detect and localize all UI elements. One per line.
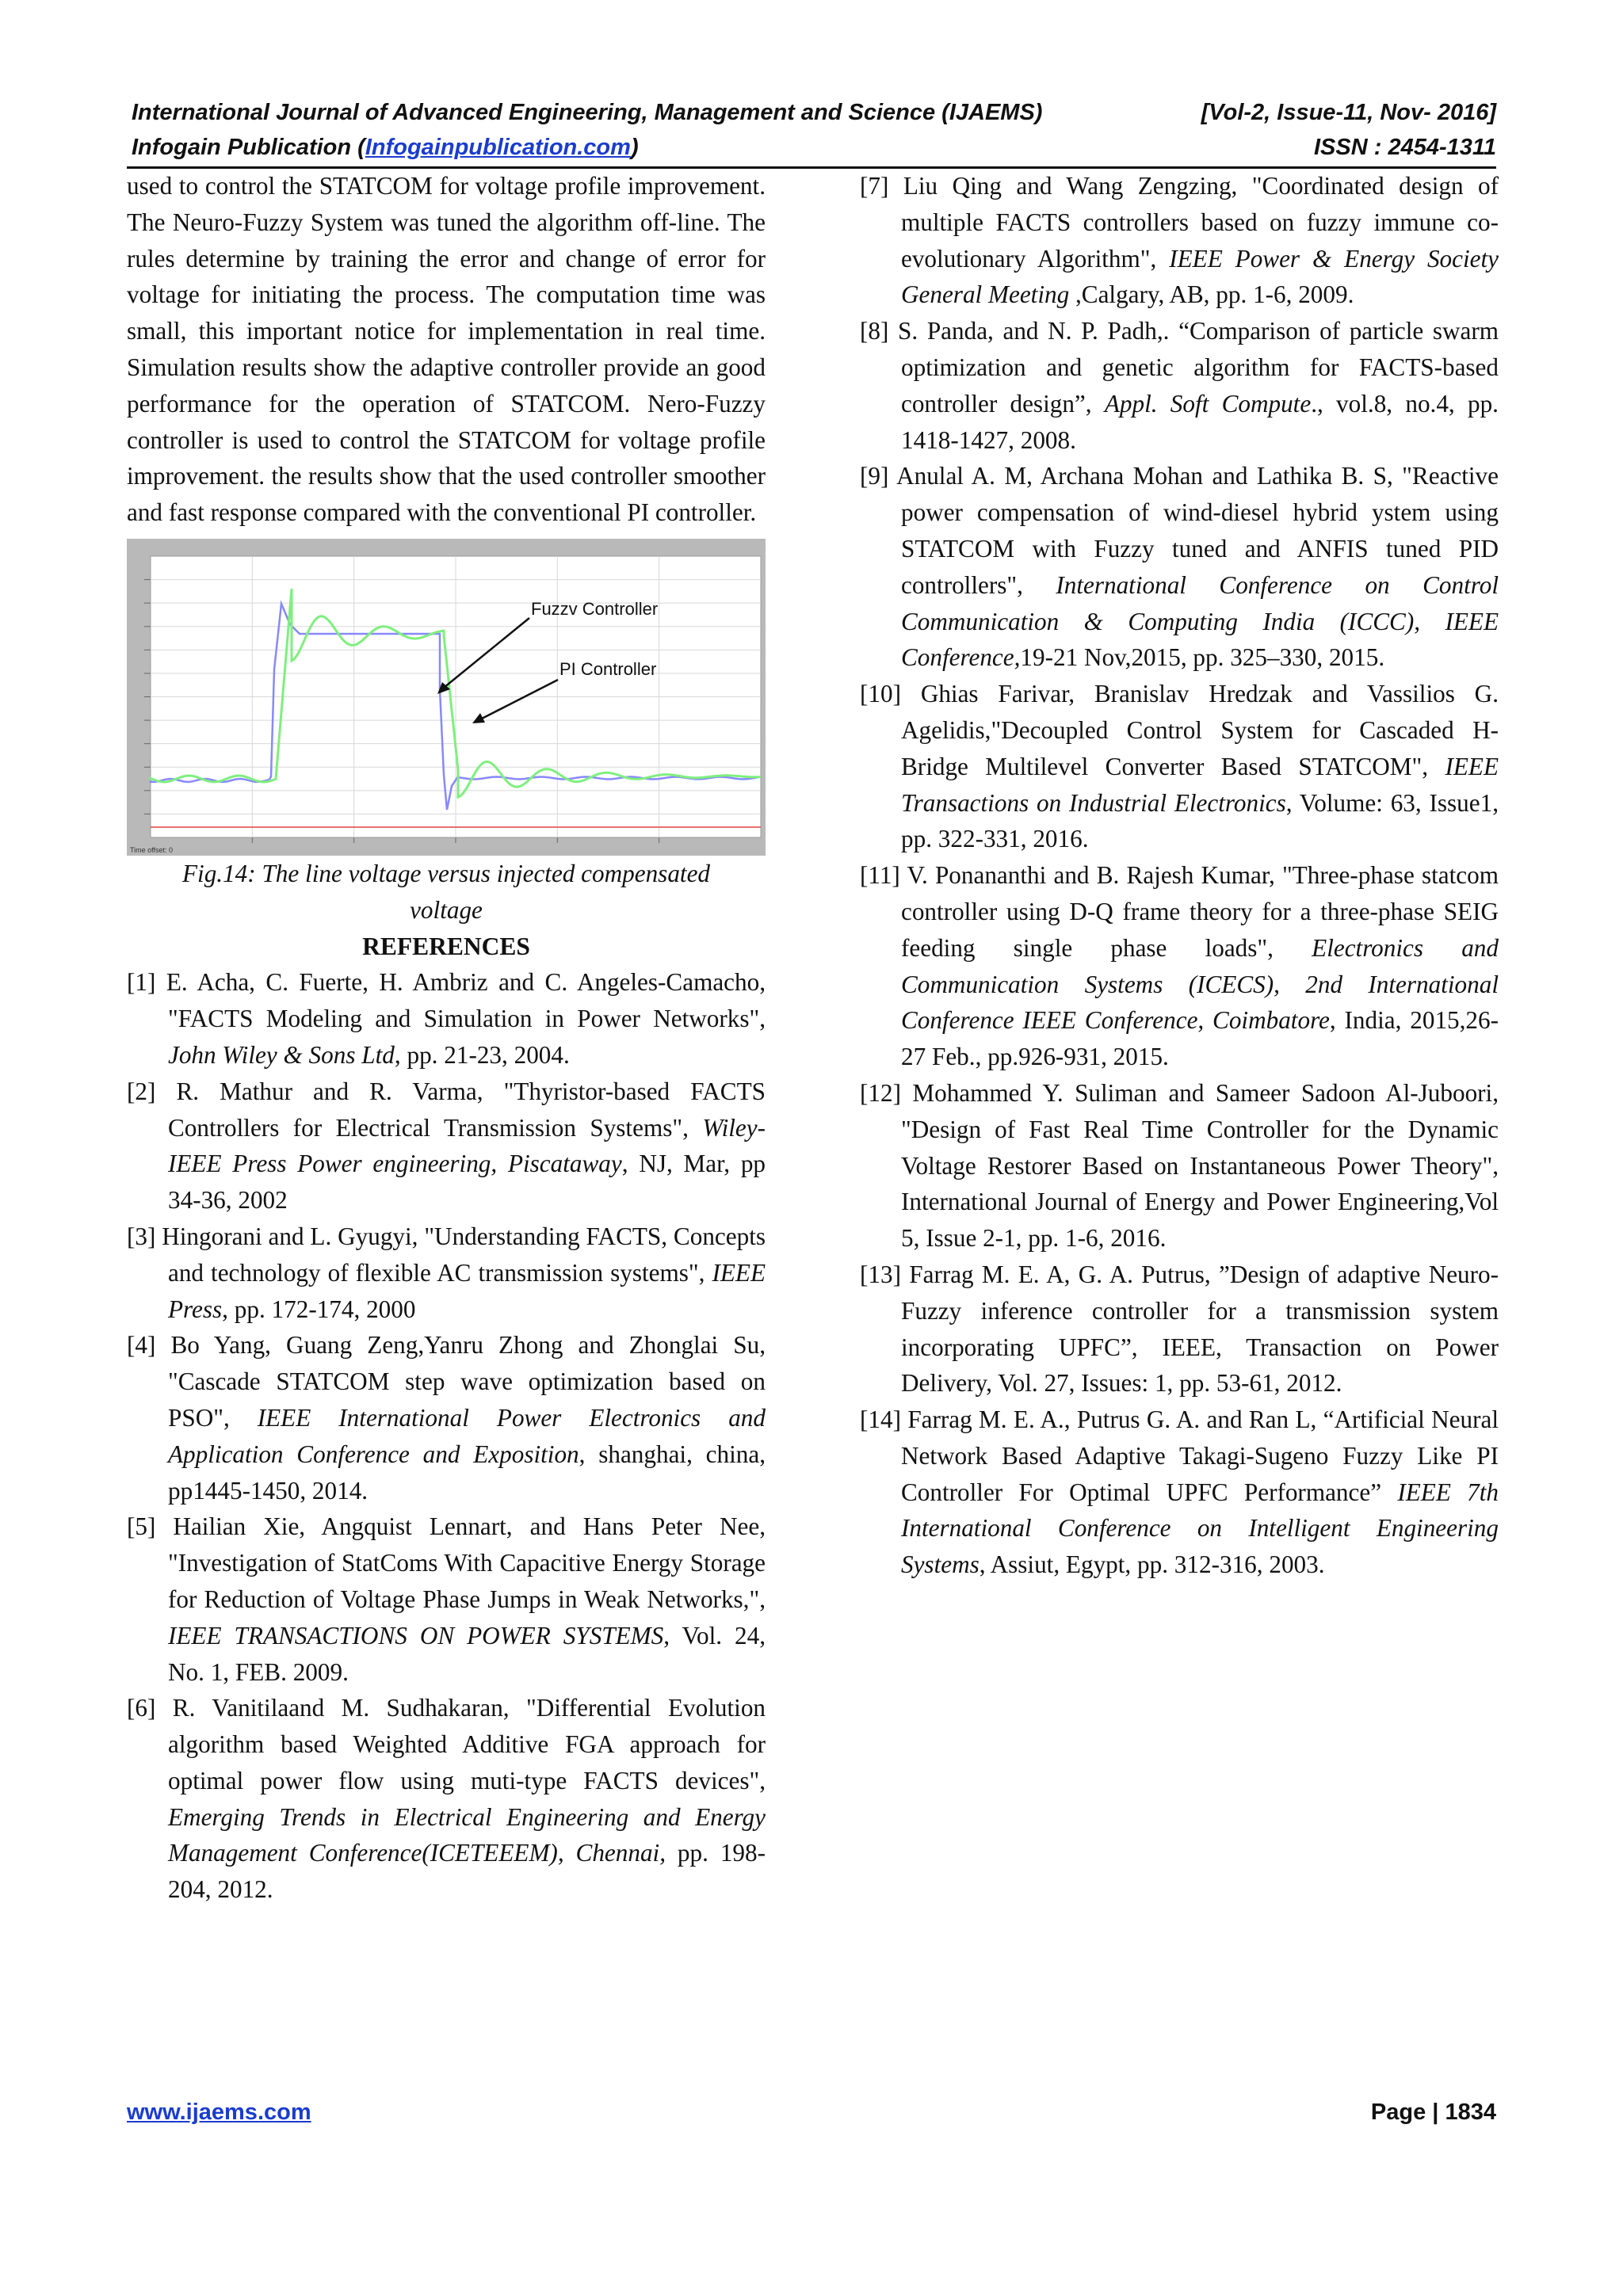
reference-details: , Volume: 63, Issue1, pp. 322-331, 2016. (901, 788, 1499, 853)
reference-number: [4] (127, 1331, 156, 1360)
references-heading: REFERENCES (362, 932, 530, 960)
reference-details: , India, 2015,26-27 Feb., pp.926-931, 2015. (901, 1006, 1499, 1071)
figure-14-plot (127, 539, 766, 856)
right-column (860, 168, 1499, 1583)
reference-details: , pp. 172-174, 2000 (222, 1295, 416, 1323)
reference-text: S. Panda, and N. P. Padh,. “Comparison of particle swarm optimization and genetic algorithm for FACTS-based controller design”, (898, 317, 1499, 418)
references-list-left (127, 964, 766, 1908)
volume-info: [Vol-2, Issue-11, Nov- 2016] (1201, 100, 1496, 125)
reference-item (860, 313, 1499, 458)
reference-text: Hailian Xie, Angquist Lennart, and Hans Peter Nee, "Investigation of StatComs With Capacitive Energy Storage for Reduction of Voltage Phase Jumps in Weak Networks,", (168, 1512, 766, 1613)
reference-source: IEEE Press (168, 1258, 766, 1323)
reference-text: V. Ponananthi and B. Rajesh Kumar, "Three-phase statcom controller using D-Q frame theory for a three-phase SEIG feeding single phase loads", (901, 861, 1499, 962)
reference-details: , pp. 21-23, 2004. (394, 1040, 570, 1069)
time-offset-label: Time offset: 0 (130, 845, 174, 854)
page-footer (127, 2100, 1496, 2126)
reference-text: Farrag M. E. A., Putrus G. A. and Ran L, “Artificial Neural Network Based Adaptive Takagi-Sugeno Fuzzy Like PI Controller For Optimal UPFC Performance” (901, 1405, 1499, 1506)
issn: ISSN : 2454-1311 (1314, 135, 1496, 160)
reference-source: Wiley-IEEE Press Power engineering, Piscataway (168, 1113, 766, 1178)
reference-item (127, 1219, 766, 1327)
reference-details: , shanghai, china, pp1445-1450, 2014. (168, 1440, 766, 1505)
reference-item (127, 1327, 766, 1508)
reference-source: IEEE Power & Energy Society General Meeting (901, 244, 1499, 309)
reference-item (127, 964, 766, 1073)
reference-item (860, 1402, 1499, 1583)
reference-source: International Conference on Control Communication & Computing India (ICCC), IEEE Conference, (901, 570, 1499, 672)
journal-title: International Journal of Advanced Engineering, Management and Science (IJAEMS) (132, 100, 1043, 125)
reference-number: [7] (860, 172, 889, 200)
reference-number: [14] (860, 1405, 901, 1434)
body-paragraph: used to control the STATCOM for voltage profile improvement. The Neuro-Fuzzy System was tuned the algorithm off-line. The rules determine by training the error and change of error for voltage for initiating the process. The computation time was small, this important notice for implementation in real time. Simulation results show the adaptive controller provide an good performance for the operation of STATCOM. Nero-Fuzzy controller is used to control the STATCOM for voltage profile improvement. the results show that the used controller smoother and fast response compared with the conventional PI controller. (127, 172, 766, 527)
publisher-link[interactable]: Infogainpublication.com (365, 135, 631, 160)
reference-details: , Assiut, Egypt, pp. 312-316, 2003. (979, 1550, 1325, 1579)
reference-details: , NJ, Mar, pp 34-36, 2002 (168, 1150, 766, 1215)
reference-text: Ghias Farivar, Branislav Hredzak and Vassilios G. Agelidis,"Decoupled Control System for Cascaded H-Bridge Multilevel Converter Based STATCOM", (901, 680, 1499, 780)
fuzzy-controller-label: Fuzzv Controller (531, 598, 659, 619)
reference-source: Emerging Trends in Electrical Engineering and Energy Management Conference(ICETEEEM), Chennai, (168, 1802, 766, 1867)
reference-item (127, 1690, 766, 1908)
reference-item (860, 1257, 1499, 1402)
reference-number: [10] (860, 680, 901, 708)
reference-source: John Wiley & Sons Ltd (168, 1040, 395, 1069)
reference-item (860, 168, 1499, 313)
figure-caption: Fig.14: The line voltage versus injected compensated voltage (181, 859, 711, 924)
publisher-label: Infogain Publication (Infogainpublication.com) (132, 135, 639, 160)
reference-details: ,Calgary, AB, pp. 1-6, 2009. (1069, 280, 1354, 309)
left-column (127, 168, 766, 1908)
reference-text: Hingorani and L. Gyugyi, "Understanding FACTS, Concepts and technology of flexible AC transmission systems", (162, 1222, 766, 1287)
running-header-line1 (132, 100, 1496, 126)
reference-number: [12] (860, 1078, 901, 1107)
reference-item (860, 1075, 1499, 1257)
reference-text: R. Mathur and R. Varma, "Thyristor-based FACTS Controllers for Electrical Transmission Systems", (168, 1077, 766, 1142)
reference-source: Appl. Soft Compute (1104, 389, 1312, 418)
reference-item (127, 1508, 766, 1690)
reference-number: [11] (860, 861, 900, 890)
reference-number: [3] (127, 1222, 156, 1250)
reference-text: Mohammed Y. Suliman and Sameer Sadoon Al-Juboori, "Design of Fast Real Time Controller for the Dynamic Voltage Restorer Based on Instantaneous Power Theory", International Journal of Energy and Power Engineering,Vol 5, Issue 2-1, pp. 1-6, 2016. (901, 1078, 1499, 1253)
reference-item (860, 458, 1499, 676)
reference-number: [2] (127, 1077, 156, 1105)
running-header-line2 (132, 135, 1496, 161)
page-number: Page | 1834 (1370, 2100, 1496, 2125)
reference-number: [8] (860, 317, 889, 345)
reference-item (127, 1074, 766, 1219)
reference-text: Bo Yang, Guang Zeng,Yanru Zhong and Zhonglai Su, "Cascade STATCOM step wave optimization based on PSO", (168, 1331, 766, 1432)
reference-text: Liu Qing and Wang Zengzing, "Coordinated design of multiple FACTS controllers based on fuzzy immune co-evolutionary Algorithm", (901, 172, 1499, 273)
reference-source: IEEE Transactions on Industrial Electronics (901, 752, 1499, 817)
website-link[interactable]: www.ijaems.com (127, 2100, 311, 2125)
reference-details: , Vol. 24, No. 1, FEB. 2009. (168, 1621, 766, 1686)
reference-details: pp. 198-204, 2012. (168, 1839, 766, 1904)
references-list-right (860, 168, 1499, 1583)
reference-text: E. Acha, C. Fuerte, H. Ambriz and C. Angeles-Camacho, "FACTS Modeling and Simulation in Power Networks", (166, 968, 766, 1033)
reference-number: [6] (127, 1694, 156, 1722)
reference-number: [5] (127, 1512, 156, 1541)
reference-details: 19-21 Nov,2015, pp. 325–330, 2015. (1020, 643, 1385, 672)
reference-text: R. Vanitilaand M. Sudhakaran, "Differential Evolution algorithm based Weighted Additive FGA approach for optimal power flow using muti-type FACTS devices", (168, 1694, 766, 1794)
reference-number: [1] (127, 968, 156, 997)
reference-source: Electronics and Communication Systems (ICECS), 2nd International Conference IEEE Conference, Coimbatore (901, 933, 1499, 1035)
reference-source: IEEE International Power Electronics and Application Conference and Exposition (168, 1403, 766, 1468)
reference-number: [13] (860, 1260, 901, 1288)
pi-controller-label: PI Controller (559, 658, 657, 679)
reference-number: [9] (860, 462, 889, 490)
reference-item (860, 676, 1499, 857)
reference-details: ., vol.8, no.4, pp. 1418-1427, 2008. (901, 389, 1499, 454)
reference-item (860, 857, 1499, 1075)
reference-text: Anulal A. M, Archana Mohan and Lathika B. S, "Reactive power compensation of wind-diesel hybrid ystem using STATCOM with Fuzzy tuned and ANFIS tuned PID controllers", (896, 462, 1499, 599)
reference-source: IEEE 7th International Conference on Intelligent Engineering Systems (901, 1478, 1499, 1579)
reference-source: IEEE TRANSACTIONS ON POWER SYSTEMS (168, 1621, 664, 1650)
reference-text: Farrag M. E. A, G. A. Putrus, ”Design of adaptive Neuro-Fuzzy inference controller for a transmission system incorporating UPFC”, IEEE, Transaction on Power Delivery, Vol. 27, Issues: 1, pp. 53-61, 2012. (901, 1260, 1499, 1398)
